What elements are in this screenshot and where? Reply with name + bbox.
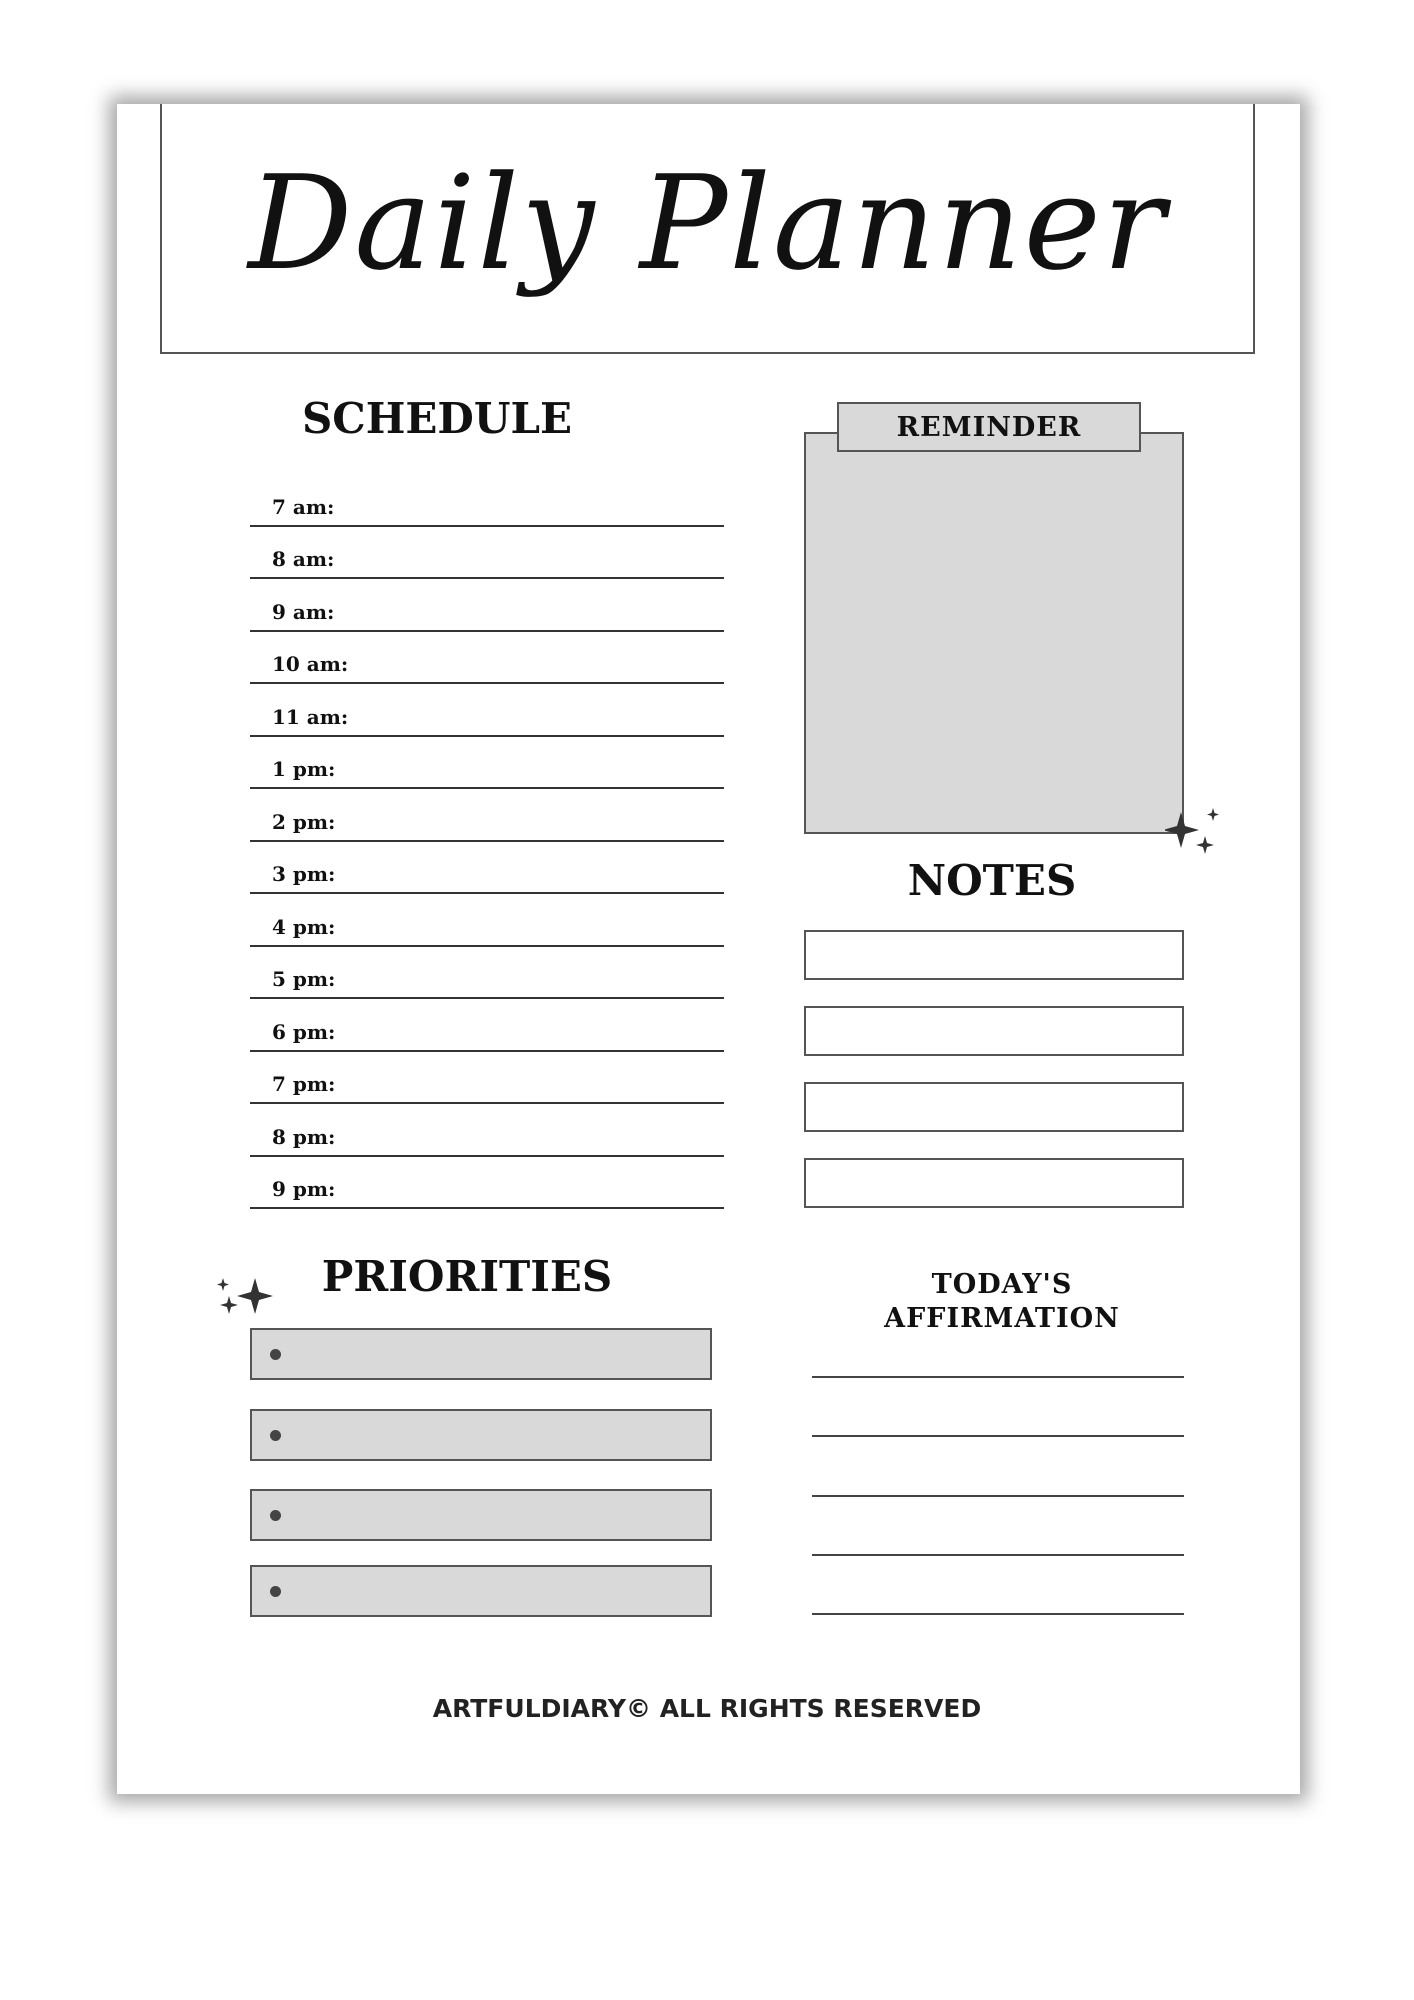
schedule-row[interactable] <box>250 842 724 895</box>
notes-box[interactable] <box>804 1158 1184 1208</box>
schedule-row[interactable] <box>250 474 724 527</box>
schedule-row[interactable] <box>250 789 724 842</box>
schedule-time-label: 8 pm: <box>272 1124 336 1149</box>
affirmation-line[interactable] <box>812 1435 1184 1437</box>
sparkle-icon <box>1165 804 1225 860</box>
affirmation-line[interactable] <box>812 1376 1184 1378</box>
affirmation-line[interactable] <box>812 1613 1184 1615</box>
affirmation-heading-line2: AFFIRMATION <box>884 1303 1120 1334</box>
schedule-time-label: 8 am: <box>272 547 335 571</box>
schedule-row[interactable] <box>250 632 724 685</box>
bullet-icon <box>270 1430 281 1441</box>
schedule-time-label: 2 pm: <box>272 809 336 834</box>
notes-box[interactable] <box>804 1006 1184 1056</box>
footer-copyright: ARTFULDIARY© ALL RIGHTS RESERVED <box>432 1694 982 1723</box>
schedule-row[interactable] <box>250 1052 724 1105</box>
priority-item[interactable] <box>250 1328 712 1380</box>
schedule-heading: SCHEDULE <box>301 394 573 443</box>
schedule-time-label: 7 pm: <box>272 1072 336 1096</box>
priority-item[interactable] <box>250 1489 712 1541</box>
schedule-time-label: 5 pm: <box>272 967 336 991</box>
priority-item[interactable] <box>250 1409 712 1461</box>
affirmation-line[interactable] <box>812 1554 1184 1556</box>
notes-box[interactable] <box>804 930 1184 980</box>
affirmation-heading <box>852 1268 1152 1336</box>
affirmation-line[interactable] <box>812 1495 1184 1497</box>
schedule-row[interactable] <box>250 894 724 947</box>
schedule-time-label: 7 am: <box>272 494 335 519</box>
bullet-icon <box>270 1510 281 1521</box>
schedule-row[interactable] <box>250 579 724 632</box>
schedule-time-label: 4 pm: <box>272 914 336 939</box>
schedule-row[interactable] <box>250 684 724 737</box>
schedule-list <box>250 474 724 1209</box>
schedule-row[interactable] <box>250 737 724 790</box>
planner-sheet <box>117 104 1300 1794</box>
notes-box[interactable] <box>804 1082 1184 1132</box>
schedule-time-label: 10 am: <box>272 652 349 676</box>
affirmation-heading-line1: TODAY'S <box>931 1269 1073 1300</box>
sparkle-icon <box>215 1272 277 1324</box>
priority-item[interactable] <box>250 1565 712 1617</box>
title-box <box>160 104 1255 354</box>
schedule-row[interactable] <box>250 1157 724 1210</box>
schedule-row[interactable] <box>250 1104 724 1157</box>
bullet-icon <box>270 1586 281 1597</box>
schedule-row[interactable] <box>250 527 724 580</box>
schedule-time-label: 11 am: <box>272 704 349 729</box>
schedule-time-label: 9 am: <box>272 599 335 624</box>
reminder-box[interactable] <box>804 432 1184 834</box>
notes-heading: NOTES <box>907 856 1077 905</box>
schedule-time-label: 6 pm: <box>272 1019 336 1044</box>
schedule-time-label: 9 pm: <box>272 1177 336 1201</box>
reminder-label: REMINDER <box>837 402 1141 452</box>
schedule-time-label: 1 pm: <box>272 757 336 781</box>
page-title: Daily Planner <box>248 147 1167 299</box>
schedule-row[interactable] <box>250 999 724 1052</box>
bullet-icon <box>270 1349 281 1360</box>
schedule-row[interactable] <box>250 947 724 1000</box>
schedule-time-label: 3 pm: <box>272 862 336 886</box>
priorities-heading: PRIORITIES <box>321 1252 613 1301</box>
